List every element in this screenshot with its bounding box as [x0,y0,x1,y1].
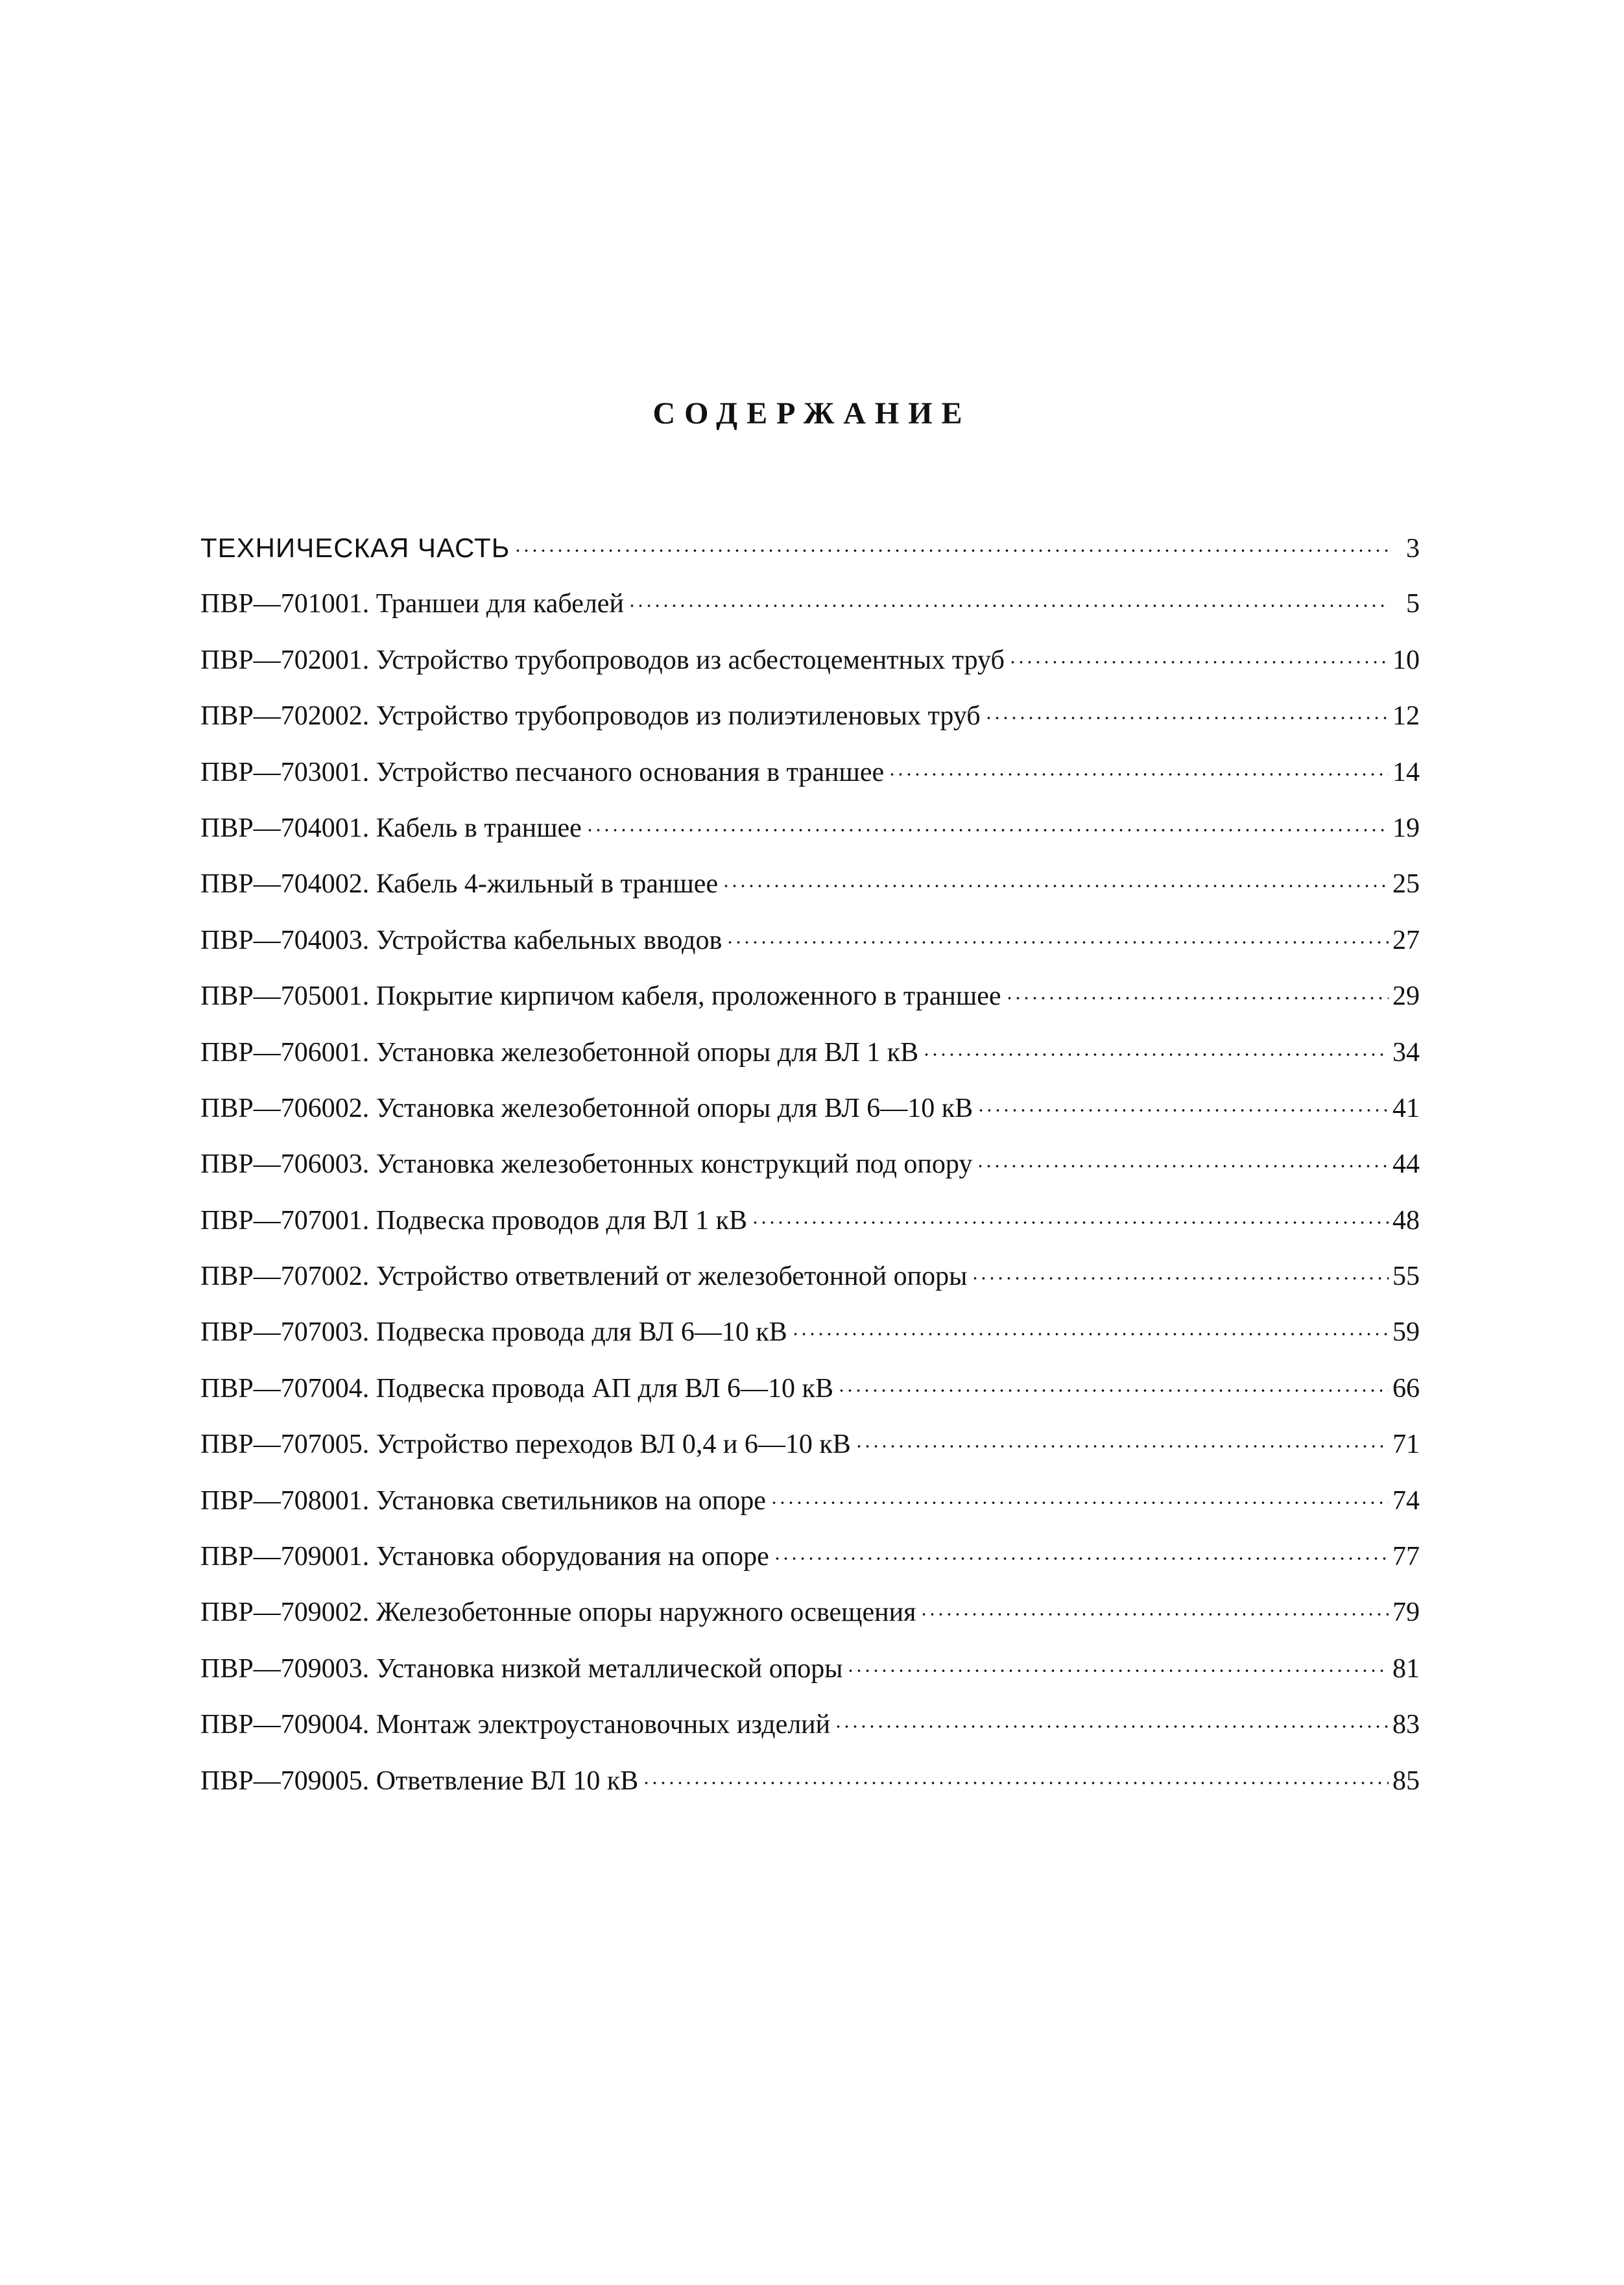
toc-entry-page: 34 [1392,1037,1420,1068]
toc-entry-title: ПВР—709002. Железобетонные опоры наружного освещения [200,1597,916,1628]
page-title: СОДЕРЖАНИЕ [652,396,972,431]
toc-entry-page: 48 [1392,1205,1420,1236]
toc-entry-page: 83 [1392,1710,1420,1740]
toc-entry [200,697,1420,752]
toc-entry-title: ПВР—709005. Ответвление ВЛ 10 кВ [200,1765,639,1796]
toc-entry-page: 44 [1392,1149,1420,1180]
toc-entry-page: 3 [1406,534,1420,564]
toc-entry-title: ПВР—704003. Устройства кабельных вводов [200,925,722,955]
dot-leader [976,1162,1389,1170]
toc-entry-title: ПВР—704001. Кабель в траншее [200,813,582,843]
toc-entry [200,753,1420,809]
toc-entry-page: 14 [1392,757,1420,787]
dot-leader [722,882,1389,890]
toc-entry-title: ПВР—708001. Установка светильников на опоре [200,1485,766,1516]
dot-leader [628,602,1390,610]
toc-entry [200,1762,1420,1817]
dot-leader [920,1610,1389,1618]
dot-leader [846,1667,1389,1675]
toc-entry [200,1593,1420,1649]
toc-entry-page: 41 [1392,1093,1420,1123]
toc-entry [200,1201,1420,1257]
toc-entry [200,1033,1420,1089]
toc-entry [200,1369,1420,1425]
toc-entry-title: ПВР—707004. Подвеска провода АП для ВЛ 6—10 кВ [200,1373,833,1404]
dot-leader [834,1723,1389,1730]
toc-entry-title: ПВР—707005. Устройство переходов ВЛ 0,4 и 6—10 кВ [200,1430,851,1460]
toc-entry [200,921,1420,977]
dot-leader [1005,994,1389,1002]
dot-leader [773,1555,1389,1562]
toc-entry-title: ТЕХНИЧЕСКАЯ ЧАСТЬ [200,532,510,563]
toc-entry-title: ПВР—707002. Устройство ответвлений от железобетонной опоры [200,1262,968,1292]
toc-entry [200,584,1420,640]
dot-leader [888,771,1389,778]
toc-entry [200,1649,1420,1705]
dot-leader [751,1219,1389,1226]
toc-entry [200,1089,1420,1145]
dot-leader [770,1499,1389,1507]
toc-entry [200,1313,1420,1369]
toc-entry-title: ПВР—706002. Установка железобетонной опоры для ВЛ 6—10 кВ [200,1093,973,1123]
toc-entry [200,977,1420,1033]
toc-entry-page: 81 [1392,1653,1420,1684]
toc-entry [200,1481,1420,1537]
toc-entry-page: 12 [1392,701,1420,732]
toc-entry-page: 59 [1392,1317,1420,1348]
toc-entry-page: 10 [1392,645,1420,675]
toc-entry-title: ПВР—707001. Подвеска проводов для ВЛ 1 кВ [200,1205,747,1236]
toc-entry-title: ПВР—707003. Подвеска провода для ВЛ 6—10 кВ [200,1317,787,1348]
toc-entry-page: 79 [1392,1597,1420,1628]
toc-entry-title: ПВР—701001. Траншеи для кабелей [200,589,624,619]
toc-entry-technical-part [200,529,1420,584]
dot-leader [985,714,1389,722]
toc-entry-page: 77 [1392,1542,1420,1572]
toc-entry-page: 85 [1392,1765,1420,1796]
toc-entry-page: 19 [1392,813,1420,843]
toc-entry-title: ПВР—709001. Установка оборудования на опоре [200,1542,769,1572]
dot-leader [726,939,1389,946]
table-of-contents [200,529,1420,1817]
dot-leader [1009,658,1389,666]
toc-entry [200,809,1420,865]
toc-entry-page: 25 [1392,869,1420,900]
dot-leader [855,1442,1389,1450]
toc-entry-title: ПВР—709004. Монтаж электроустановочных изделий [200,1710,831,1740]
dot-leader [922,1051,1389,1059]
toc-entry [200,1145,1420,1201]
toc-entry-title: ПВР—706003. Установка железобетонных конструкций под опору [200,1149,973,1180]
toc-entry-title: ПВР—706001. Установка железобетонной опоры для ВЛ 1 кВ [200,1037,919,1068]
toc-entry-title: ПВР—702001. Устройство трубопроводов из асбестоцементных труб [200,645,1005,675]
dot-leader [791,1330,1389,1338]
toc-entry-title: ПВР—709003. Установка низкой металлической опоры [200,1653,843,1684]
dot-leader [837,1387,1389,1394]
toc-entry-page: 29 [1392,981,1420,1012]
toc-entry-page: 74 [1392,1485,1420,1516]
toc-entry [200,865,1420,920]
toc-entry [200,1705,1420,1761]
dot-leader [977,1107,1389,1114]
toc-entry-title: ПВР—704002. Кабель 4-жильный в траншее [200,869,719,900]
dot-leader [586,826,1389,834]
toc-entry [200,1537,1420,1593]
toc-entry-page: 5 [1406,589,1420,619]
dot-leader [642,1779,1389,1787]
toc-entry-title: ПВР—705001. Покрытие кирпичом кабеля, проложенного в траншее [200,981,1001,1012]
toc-entry-page: 71 [1392,1430,1420,1460]
toc-entry-title: ПВР—702002. Устройство трубопроводов из полиэтиленовых труб [200,701,981,732]
toc-entry-page: 27 [1392,925,1420,955]
toc-entry-title: ПВР—703001. Устройство песчаного основания в траншее [200,757,885,787]
dot-leader [971,1274,1389,1282]
toc-entry [200,641,1420,697]
toc-entry-page: 55 [1392,1262,1420,1292]
toc-entry [200,1425,1420,1481]
toc-entry-page: 66 [1392,1373,1420,1404]
dot-leader [514,547,1390,555]
toc-entry [200,1257,1420,1313]
